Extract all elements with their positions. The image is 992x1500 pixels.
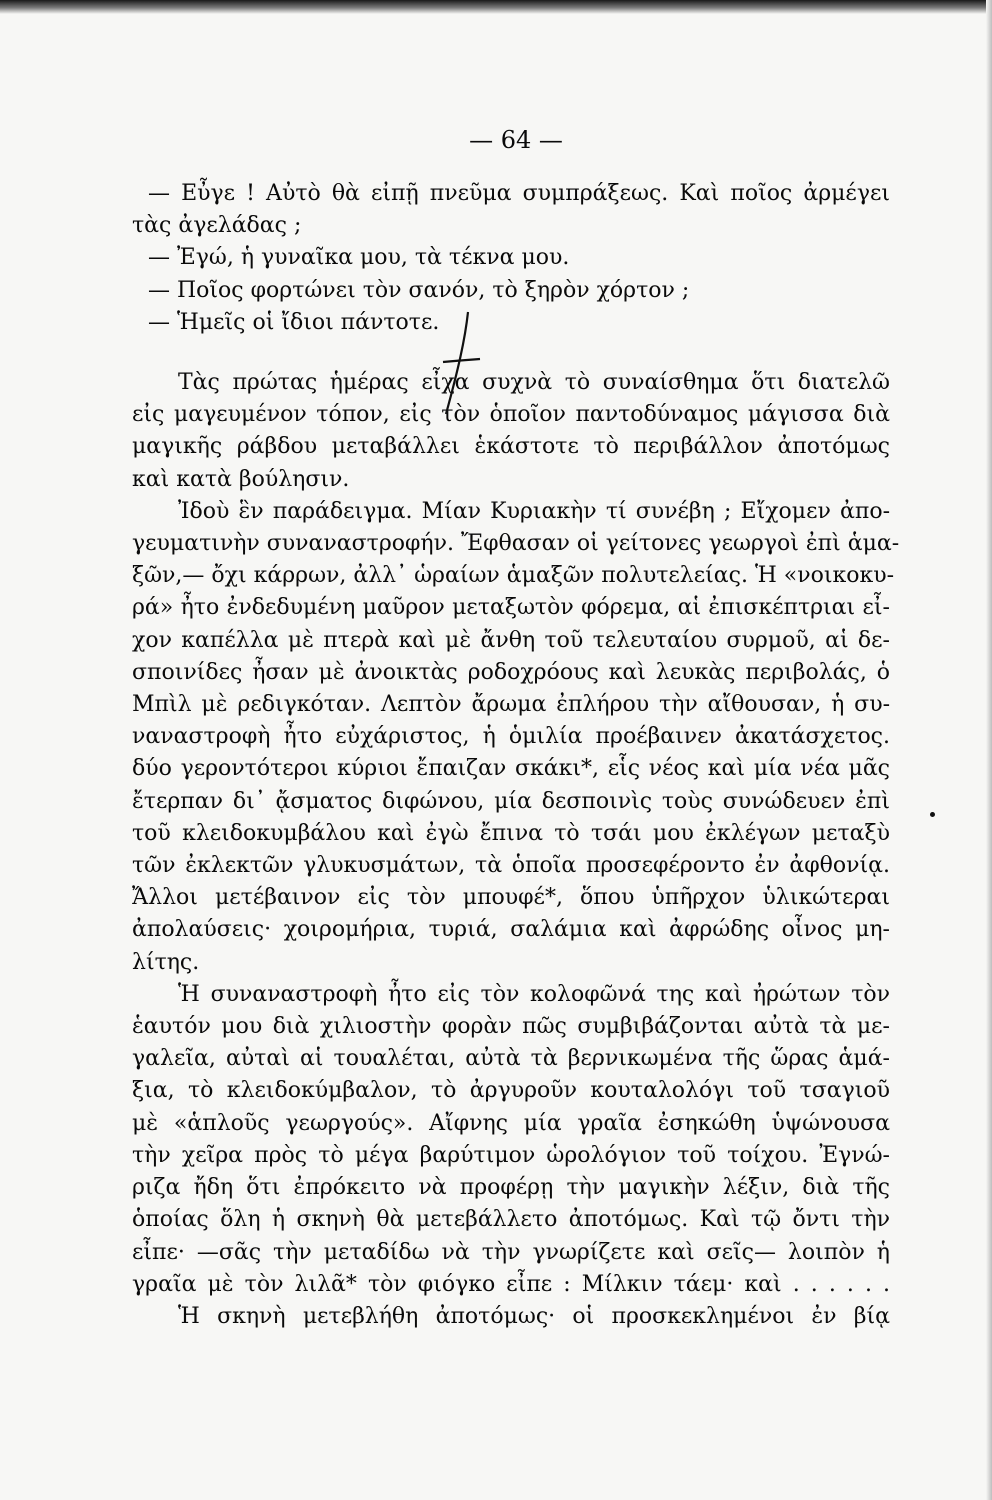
text-line: — Ἐγώ, ἡ γυναῖκα μου, τὰ τέκνα μου. <box>148 245 570 271</box>
text-line: ναναστροφὴ ἦτο εὐχάριστος, ἡ ὁμιλία προέβαινεν ἀκατάσχετος. <box>132 724 890 750</box>
scan-right-edge <box>986 0 992 1500</box>
text-line: εἰς μαγευμένον τόπον, εἰς τὸν ὁποῖον παντοδύναμος μάγισσα διὰ <box>132 402 890 428</box>
text-line: τῶν ἐκλεκτῶν γλυκυσμάτων, τὰ ὁποῖα προσεφέροντο ἐν ἀφθονίᾳ. <box>132 853 890 879</box>
text-line: Ἄλλοι μετέβαινον εἰς τὸν μπουφέ*, ὅπου ὑπῆρχον ὑλικώτεραι <box>132 885 890 911</box>
text-line: χον καπέλλα μὲ πτερὰ καὶ μὲ ἄνθη τοῦ τελευταίου συρμοῦ, αἱ δε- <box>132 627 890 653</box>
scan-top-edge <box>0 0 992 14</box>
text-line: Ἰδοὺ ἓν παράδειγμα. Μίαν Κυριακὴν τί συνέβη ; Εἴχομεν ἀπο- <box>178 498 890 524</box>
text-line: Ἡ σκηνὴ μετεβλήθη ἀποτόμως· οἱ προσκεκλημένοι ἐν βίᾳ <box>178 1303 890 1329</box>
text-line: ξια, τὸ κλειδοκύμβαλον, τὸ ἀργυροῦν κουταλολόγι τοῦ τσαγιοῦ <box>132 1078 890 1104</box>
text-line: ξῶν,— ὄχι κάρρων, ἀλλ᾽ ὡραίων ἁμαξῶν πολυτελείας. Ἡ «νοικοκυ- <box>132 563 895 589</box>
text-line: — Ποῖος φορτώνει τὸν σανόν, τὸ ξηρὸν χόρτον ; <box>148 277 690 303</box>
text-line: ὁποίας ὅλη ἡ σκηνὴ θὰ μετεβάλλετο ἀποτόμως. Καὶ τῷ ὄντι τὴν <box>132 1207 890 1233</box>
text-line: ἀπολαύσεις· χοιρομήρια, τυριά, σαλάμια καὶ ἀφρώδης οἶνος μη- <box>132 917 890 943</box>
text-line: δύο γεροντότεροι κύριοι ἔπαιζαν σκάκι*, εἷς νέος καὶ μία νέα μᾶς <box>132 756 890 782</box>
text-line: ἔτερπαν δι᾽ ᾄσματος διφώνου, μία δεσποινὶς τοὺς συνώδευεν ἐπὶ <box>132 788 890 814</box>
text-line: Μπὶλ μὲ ρεδιγκόταν. Λεπτὸν ἄρωμα ἐπλήρου τὴν αἴθουσαν, ἡ συ- <box>132 692 890 718</box>
text-line: γαλεῖα, αὐταὶ αἱ τουαλέται, αὐτὰ τὰ βερνικωμένα τῆς ὥρας ἁμά- <box>132 1046 890 1072</box>
text-line: — Ἡμεῖς οἱ ἴδιοι πάντοτε. <box>148 309 440 335</box>
text-line: τὴν χεῖρα πρὸς τὸ μέγα βαρύτιμον ὡρολόγιον τοῦ τοίχου. Ἐγνώ- <box>132 1142 890 1168</box>
text-line: λίτης. <box>132 949 200 975</box>
page-number: — 64 — <box>469 126 563 154</box>
text-line: μαγικῆς ράβδου μεταβάλλει ἑκάστοτε τὸ περιβάλλον ἀποτόμως <box>132 434 890 460</box>
body-text <box>132 178 900 1333</box>
text-line: ἑαυτόν μου διὰ χιλιοστὴν φορὰν πῶς συμβιβάζονται αὐτὰ τὰ με- <box>132 1014 890 1040</box>
text-line: τοῦ κλειδοκυμβάλου καὶ ἐγὼ ἔπινα τὸ τσάι μου ἐκλέγων μεταξὺ <box>132 820 890 846</box>
text-line: τὰς ἀγελάδας ; <box>132 213 302 239</box>
handwritten-cross-mark <box>438 310 482 420</box>
text-line: Τὰς πρώτας ἡμέρας εἶχα συχνὰ τὸ συναίσθημα ὅτι διατελῶ <box>178 370 890 396</box>
text-line: ρά» ἦτο ἐνδεδυμένη μαῦρον μεταξωτὸν φόρεμα, αἱ ἐπισκέπτριαι εἶ- <box>132 595 890 621</box>
text-line: ριζα ἤδη ὅτι ἐπρόκειτο νὰ προφέρῃ τὴν μαγικὴν λέξιν, διὰ τῆς <box>132 1175 890 1201</box>
stray-ink-dot <box>930 812 935 817</box>
text-line: σποινίδες ἦσαν μὲ ἀνοικτὰς ροδοχρόους καὶ λευκὰς περιβολάς, ὁ <box>132 659 890 685</box>
text-line: μὲ «ἁπλοῦς γεωργούς». Αἴφνης μία γραῖα ἐσηκώθη ὑψώνουσα <box>132 1110 890 1136</box>
text-line: γευματινὴν συναναστροφήν. Ἔφθασαν οἱ γείτονες γεωργοὶ ἐπὶ ἁμα- <box>132 531 900 557</box>
text-line: Ἡ συναναστροφὴ ἦτο εἰς τὸν κολοφῶνά της καὶ ἠρώτων τὸν <box>178 981 890 1007</box>
text-line: γραῖα μὲ τὸν λιλᾶ* τὸν φιόγκο εἶπε : Μίλκιν τάεμ· καὶ . . . . . . <box>132 1271 890 1297</box>
text-line: καὶ κατὰ βούλησιν. <box>132 466 350 492</box>
text-line: εἶπε· —σᾶς τὴν μεταδίδω νὰ τὴν γνωρίζετε καὶ σεῖς— λοιπὸν ἡ <box>132 1239 890 1265</box>
text-line: — Εὖγε ! Αὐτὸ θὰ εἰπῇ πνεῦμα συμπράξεως. Καὶ ποῖος ἀρμέγει <box>148 181 890 206</box>
